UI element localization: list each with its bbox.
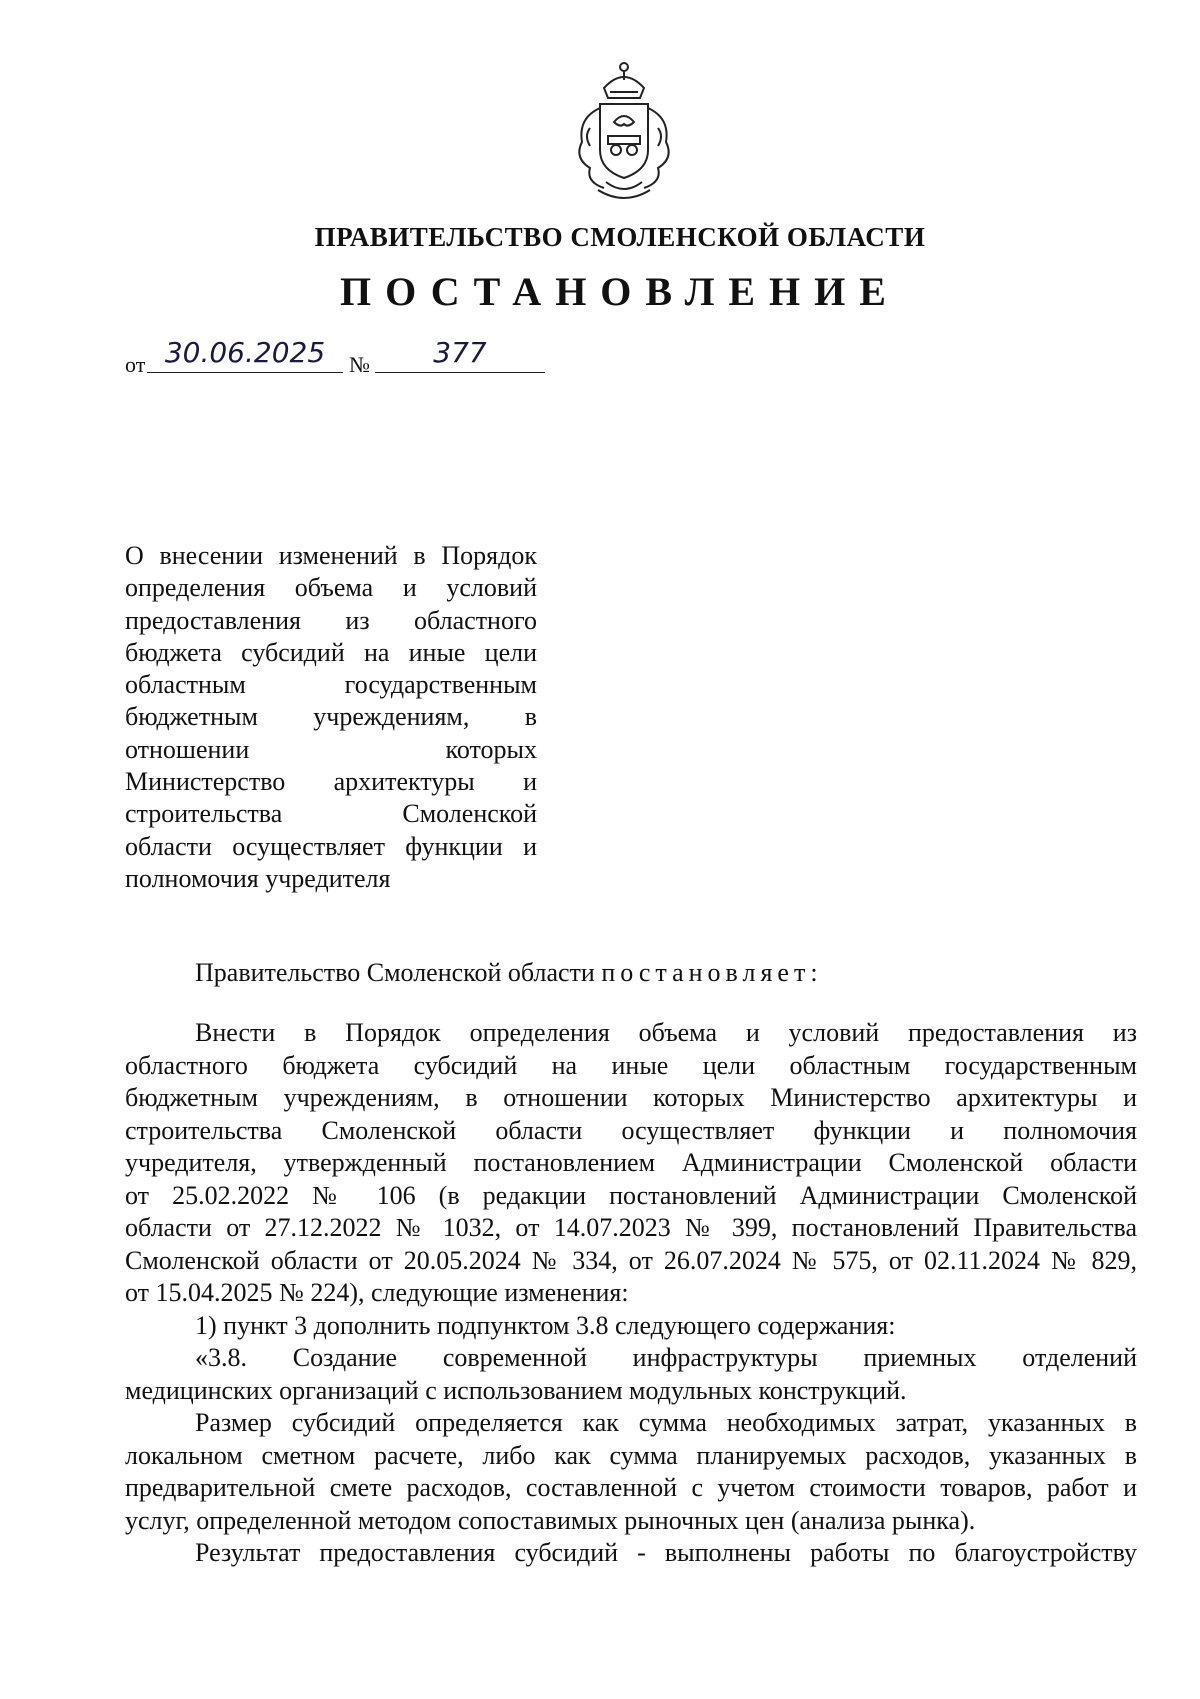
document-type-title: ПОСТАНОВЛЕНИЕ xyxy=(340,269,900,314)
body-line: от 15.04.2025 № 224), следующие изменения: xyxy=(125,1278,629,1307)
body-paragraph-1 xyxy=(125,1017,1137,1570)
body-line: предварительной смете расходов, составленной с учетом стоимости товаров, работ и xyxy=(125,1473,1137,1502)
body-line: Размер субсидий определяется как сумма необходимых затрат, указанных в xyxy=(195,1408,1137,1437)
body-line: медицинских организаций с использованием модульных конструкций. xyxy=(125,1375,907,1405)
date-value: 30.06.2025 xyxy=(147,338,343,373)
number-value: 377 xyxy=(375,338,545,373)
body-line: области от 27.12.2022 № 1032, от 14.07.2023 № 399, постановлений Правительства xyxy=(125,1213,1137,1242)
subject-line: полномочия учредителя xyxy=(125,863,391,893)
body-line: «3.8. Создание современной инфраструктуры приемных отделений xyxy=(195,1343,1137,1372)
body-line: областного бюджета субсидий на иные цели областным государственным xyxy=(125,1050,1137,1080)
date-number-line xyxy=(125,338,545,378)
body-line: Смоленской области от 20.05.2024 № 334, от 26.07.2024 № 575, от 02.11.2024 № 829, xyxy=(125,1245,1137,1275)
body-line: услуг, определенной методом сопоставимых рыночных цен (анализа рынка). xyxy=(125,1505,976,1535)
subject-line: предоставления из областного xyxy=(125,605,537,635)
resolve-word: постановляет: xyxy=(601,958,823,987)
organization-title: ПРАВИТЕЛЬСТВО СМОЛЕНСКОЙ ОБЛАСТИ xyxy=(314,222,926,252)
resolve-prefix: Правительство Смоленской области xyxy=(195,958,595,987)
date-label: от xyxy=(125,352,146,377)
body-line: Внести в Порядок определения объема и условий предоставления из xyxy=(195,1018,1137,1047)
subject-line: О внесении изменений в Порядок xyxy=(125,541,537,570)
subject-line: определения объема и условий xyxy=(125,573,537,603)
body-line: учредителя, утвержденный постановлением Администрации Смоленской области xyxy=(125,1148,1137,1177)
body-line: бюджетным учреждениям, в отношении которых Министерство архитектуры и xyxy=(125,1083,1137,1112)
body-line: 1) пункт 3 дополнить подпунктом 3.8 следующего содержания: xyxy=(195,1310,896,1340)
subject-line: строительства Смоленской xyxy=(125,799,537,829)
body-line: строительства Смоленской области осуществляет функции и полномочия xyxy=(125,1115,1137,1145)
subject-line: Министерство архитектуры и xyxy=(125,767,537,797)
body-line: Результат предоставления субсидий - выполнены работы по благоустройству xyxy=(195,1538,1137,1567)
subject-line: бюджетным учреждениям, в xyxy=(125,702,537,732)
subject-line: области осуществляет функции и xyxy=(125,831,537,861)
coat-of-arms-icon xyxy=(560,58,688,206)
number-label: № xyxy=(349,352,370,377)
resolve-line xyxy=(195,958,823,988)
subject-block xyxy=(125,540,537,895)
subject-line: областным государственным xyxy=(125,670,537,700)
body-line: от 25.02.2022 № 106 (в редакции постановлений Администрации Смоленской xyxy=(125,1180,1137,1210)
subject-line: бюджета субсидий на иные цели xyxy=(125,637,537,667)
subject-line: отношении которых xyxy=(125,734,537,764)
body-line: локальном сметном расчете, либо как сумма планируемых расходов, указанных в xyxy=(125,1440,1137,1470)
